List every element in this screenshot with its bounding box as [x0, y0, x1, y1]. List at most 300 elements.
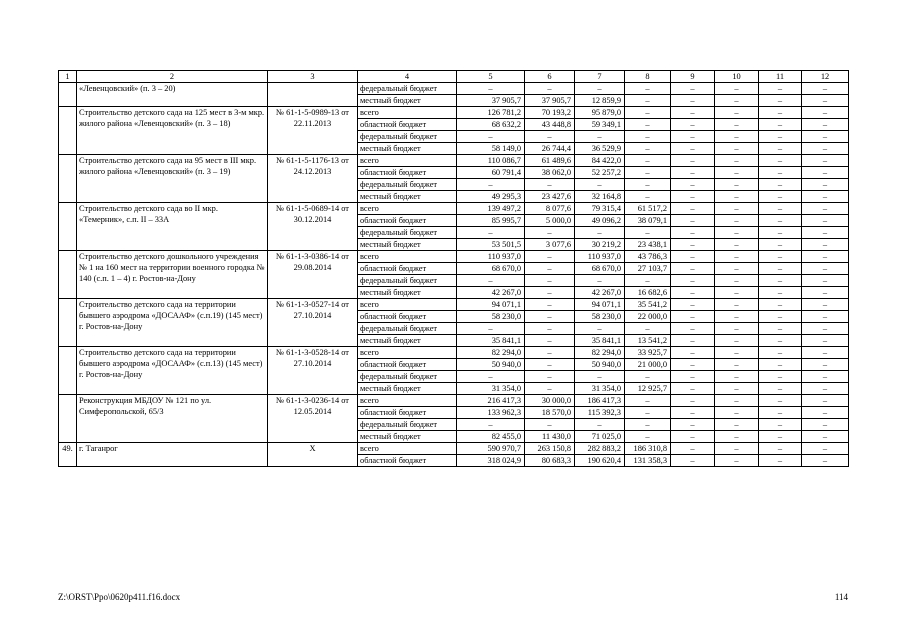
- funding-source: областной бюджет: [358, 455, 457, 467]
- amount-cell: –: [759, 359, 802, 371]
- amount-cell: –: [671, 311, 715, 323]
- amount-cell: –: [802, 395, 849, 407]
- amount-cell: –: [671, 431, 715, 443]
- amount-cell: 80 683,3: [525, 455, 575, 467]
- amount-cell: 43 786,3: [625, 251, 671, 263]
- row-number: [59, 83, 77, 107]
- amount-cell: –: [575, 83, 625, 95]
- amount-cell: –: [671, 119, 715, 131]
- amount-cell: –: [759, 383, 802, 395]
- amount-cell: 23 438,1: [625, 239, 671, 251]
- amount-cell: –: [802, 95, 849, 107]
- column-number: 5: [457, 71, 525, 83]
- amount-cell: 33 925,7: [625, 347, 671, 359]
- amount-cell: 22 000,0: [625, 311, 671, 323]
- object-name: «Левенцовский» (п. 3 – 20): [77, 83, 268, 107]
- amount-cell: –: [759, 275, 802, 287]
- amount-cell: 61 517,2: [625, 203, 671, 215]
- amount-cell: –: [715, 179, 759, 191]
- funding-source: областной бюджет: [358, 263, 457, 275]
- amount-cell: 186 310,8: [625, 443, 671, 455]
- amount-cell: –: [715, 143, 759, 155]
- amount-cell: –: [671, 179, 715, 191]
- amount-cell: –: [457, 323, 525, 335]
- amount-cell: 38 079,1: [625, 215, 671, 227]
- funding-source: местный бюджет: [358, 95, 457, 107]
- amount-cell: –: [525, 371, 575, 383]
- row-number: [59, 347, 77, 395]
- amount-cell: –: [625, 323, 671, 335]
- table-row: [59, 443, 849, 455]
- funding-source: всего: [358, 203, 457, 215]
- amount-cell: –: [759, 155, 802, 167]
- amount-cell: –: [802, 407, 849, 419]
- row-number: [59, 203, 77, 251]
- object-name: Строительство детского сада на 95 мест в III мкр. жилого района «Левенцовский» (п. 3 – 19): [77, 155, 268, 203]
- amount-cell: –: [525, 347, 575, 359]
- amount-cell: –: [802, 299, 849, 311]
- amount-cell: –: [625, 275, 671, 287]
- amount-cell: –: [802, 443, 849, 455]
- amount-cell: –: [759, 83, 802, 95]
- amount-cell: –: [671, 347, 715, 359]
- amount-cell: –: [671, 131, 715, 143]
- amount-cell: –: [802, 371, 849, 383]
- amount-cell: 59 349,1: [575, 119, 625, 131]
- funding-source: областной бюджет: [358, 215, 457, 227]
- table-row: [59, 203, 849, 215]
- region-name: г. Таганрог: [77, 443, 268, 467]
- amount-cell: –: [802, 227, 849, 239]
- document-number: Х: [268, 443, 358, 467]
- funding-source: областной бюджет: [358, 311, 457, 323]
- amount-cell: –: [759, 119, 802, 131]
- amount-cell: –: [759, 443, 802, 455]
- object-name: Строительство детского дошкольного учреждения № 1 на 160 мест на территории военного городка № 140 (с.п. 1 – 4) г. Ростов-на-Дону: [77, 251, 268, 299]
- amount-cell: –: [759, 95, 802, 107]
- amount-cell: –: [575, 227, 625, 239]
- column-number: 6: [525, 71, 575, 83]
- amount-cell: –: [671, 239, 715, 251]
- funding-source: федеральный бюджет: [358, 227, 457, 239]
- amount-cell: 35 841,1: [457, 335, 525, 347]
- amount-cell: –: [802, 191, 849, 203]
- amount-cell: –: [575, 371, 625, 383]
- amount-cell: 37 905,7: [525, 95, 575, 107]
- amount-cell: –: [525, 335, 575, 347]
- amount-cell: –: [802, 419, 849, 431]
- amount-cell: –: [671, 359, 715, 371]
- amount-cell: 94 071,1: [575, 299, 625, 311]
- document-number: [268, 83, 358, 107]
- amount-cell: –: [671, 407, 715, 419]
- amount-cell: –: [575, 131, 625, 143]
- column-number: 7: [575, 71, 625, 83]
- amount-cell: –: [715, 227, 759, 239]
- amount-cell: –: [759, 419, 802, 431]
- amount-cell: –: [625, 407, 671, 419]
- amount-cell: 133 962,3: [457, 407, 525, 419]
- funding-source: областной бюджет: [358, 167, 457, 179]
- funding-source: областной бюджет: [358, 119, 457, 131]
- amount-cell: –: [802, 311, 849, 323]
- amount-cell: –: [671, 383, 715, 395]
- amount-cell: –: [715, 83, 759, 95]
- funding-source: местный бюджет: [358, 335, 457, 347]
- amount-cell: 85 995,7: [457, 215, 525, 227]
- amount-cell: –: [671, 335, 715, 347]
- amount-cell: –: [759, 299, 802, 311]
- table-row: [59, 83, 849, 95]
- amount-cell: –: [715, 239, 759, 251]
- amount-cell: 84 422,0: [575, 155, 625, 167]
- amount-cell: 36 529,9: [575, 143, 625, 155]
- table-row: [59, 251, 849, 263]
- table-row: [59, 347, 849, 359]
- amount-cell: 68 632,2: [457, 119, 525, 131]
- amount-cell: –: [759, 179, 802, 191]
- funding-source: всего: [358, 155, 457, 167]
- amount-cell: –: [759, 239, 802, 251]
- amount-cell: –: [759, 191, 802, 203]
- object-name: Строительство детского сада на территории бывшего аэродрома «ДОСААФ» (с.п.19) (145 мест) г. Ростов-на-Дону: [77, 299, 268, 347]
- amount-cell: –: [525, 251, 575, 263]
- column-number: 11: [759, 71, 802, 83]
- amount-cell: 12 859,9: [575, 95, 625, 107]
- amount-cell: –: [671, 251, 715, 263]
- amount-cell: 58 230,0: [575, 311, 625, 323]
- amount-cell: –: [625, 107, 671, 119]
- amount-cell: –: [802, 347, 849, 359]
- row-number: 49.: [59, 443, 77, 467]
- amount-cell: –: [802, 287, 849, 299]
- amount-cell: 18 570,0: [525, 407, 575, 419]
- amount-cell: –: [802, 263, 849, 275]
- funding-source: федеральный бюджет: [358, 323, 457, 335]
- column-number: 3: [268, 71, 358, 83]
- column-number-row: [59, 71, 849, 83]
- funding-source: местный бюджет: [358, 143, 457, 155]
- amount-cell: 68 670,0: [575, 263, 625, 275]
- funding-source: областной бюджет: [358, 359, 457, 371]
- document-number: № 61-1-3-0236-14 от 12.05.2014: [268, 395, 358, 443]
- amount-cell: –: [671, 107, 715, 119]
- amount-cell: 30 000,0: [525, 395, 575, 407]
- amount-cell: –: [625, 119, 671, 131]
- amount-cell: –: [802, 215, 849, 227]
- amount-cell: –: [671, 155, 715, 167]
- budget-table: [58, 70, 849, 467]
- document-number: № 61-1-5-0989-13 от 22.11.2013: [268, 107, 358, 155]
- amount-cell: –: [671, 371, 715, 383]
- amount-cell: –: [802, 431, 849, 443]
- amount-cell: –: [625, 167, 671, 179]
- funding-source: всего: [358, 251, 457, 263]
- funding-source: всего: [358, 347, 457, 359]
- amount-cell: 110 086,7: [457, 155, 525, 167]
- funding-source: всего: [358, 107, 457, 119]
- document-number: № 61-1-5-0689-14 от 30.12.2014: [268, 203, 358, 251]
- amount-cell: 82 294,0: [575, 347, 625, 359]
- amount-cell: –: [759, 287, 802, 299]
- document-number: № 61-1-3-0527-14 от 27.10.2014: [268, 299, 358, 347]
- amount-cell: –: [715, 131, 759, 143]
- amount-cell: –: [525, 419, 575, 431]
- amount-cell: –: [759, 431, 802, 443]
- amount-cell: –: [671, 443, 715, 455]
- amount-cell: –: [715, 311, 759, 323]
- amount-cell: –: [802, 203, 849, 215]
- amount-cell: –: [759, 203, 802, 215]
- amount-cell: –: [802, 167, 849, 179]
- amount-cell: –: [715, 347, 759, 359]
- amount-cell: –: [525, 275, 575, 287]
- amount-cell: –: [802, 131, 849, 143]
- amount-cell: –: [802, 335, 849, 347]
- amount-cell: 31 354,0: [457, 383, 525, 395]
- row-number: [59, 251, 77, 299]
- amount-cell: –: [759, 263, 802, 275]
- amount-cell: –: [715, 263, 759, 275]
- column-number: 12: [802, 71, 849, 83]
- amount-cell: –: [525, 227, 575, 239]
- amount-cell: 8 077,6: [525, 203, 575, 215]
- amount-cell: –: [759, 347, 802, 359]
- amount-cell: 60 791,4: [457, 167, 525, 179]
- amount-cell: 35 541,2: [625, 299, 671, 311]
- amount-cell: –: [802, 143, 849, 155]
- amount-cell: –: [715, 155, 759, 167]
- amount-cell: –: [715, 95, 759, 107]
- amount-cell: 49 295,3: [457, 191, 525, 203]
- amount-cell: 53 501,5: [457, 239, 525, 251]
- amount-cell: –: [625, 155, 671, 167]
- amount-cell: 50 940,0: [457, 359, 525, 371]
- amount-cell: –: [802, 455, 849, 467]
- amount-cell: –: [671, 227, 715, 239]
- amount-cell: –: [525, 311, 575, 323]
- amount-cell: –: [671, 95, 715, 107]
- amount-cell: –: [715, 323, 759, 335]
- amount-cell: 31 354,0: [575, 383, 625, 395]
- amount-cell: –: [715, 443, 759, 455]
- amount-cell: 58 149,0: [457, 143, 525, 155]
- amount-cell: –: [759, 107, 802, 119]
- amount-cell: 32 164,8: [575, 191, 625, 203]
- amount-cell: –: [715, 167, 759, 179]
- amount-cell: –: [625, 179, 671, 191]
- amount-cell: –: [802, 155, 849, 167]
- amount-cell: 139 497,2: [457, 203, 525, 215]
- amount-cell: –: [715, 407, 759, 419]
- document-number: № 61-1-3-0386-14 от 29.08.2014: [268, 251, 358, 299]
- amount-cell: 94 071,1: [457, 299, 525, 311]
- amount-cell: 216 417,3: [457, 395, 525, 407]
- amount-cell: –: [759, 215, 802, 227]
- amount-cell: –: [759, 407, 802, 419]
- amount-cell: –: [525, 287, 575, 299]
- amount-cell: –: [802, 251, 849, 263]
- amount-cell: –: [802, 323, 849, 335]
- amount-cell: –: [625, 83, 671, 95]
- amount-cell: 42 267,0: [575, 287, 625, 299]
- amount-cell: 82 455,0: [457, 431, 525, 443]
- amount-cell: –: [625, 419, 671, 431]
- funding-source: местный бюджет: [358, 383, 457, 395]
- amount-cell: –: [525, 83, 575, 95]
- funding-source: всего: [358, 443, 457, 455]
- funding-source: федеральный бюджет: [358, 179, 457, 191]
- amount-cell: –: [671, 287, 715, 299]
- amount-cell: 37 905,7: [457, 95, 525, 107]
- amount-cell: –: [671, 167, 715, 179]
- object-name: Строительство детского сада на территории бывшего аэродрома «ДОСААФ» (с.п.13) (145 мест) г. Ростов-на-Дону: [77, 347, 268, 395]
- amount-cell: –: [671, 143, 715, 155]
- amount-cell: –: [715, 215, 759, 227]
- amount-cell: –: [525, 131, 575, 143]
- amount-cell: –: [715, 107, 759, 119]
- amount-cell: –: [671, 455, 715, 467]
- amount-cell: –: [625, 371, 671, 383]
- amount-cell: –: [759, 167, 802, 179]
- amount-cell: –: [525, 263, 575, 275]
- amount-cell: –: [671, 215, 715, 227]
- amount-cell: –: [671, 395, 715, 407]
- amount-cell: 110 937,0: [457, 251, 525, 263]
- amount-cell: –: [802, 383, 849, 395]
- object-name: Строительство детского сада во II мкр. «Темерник», с.п. II – 33А: [77, 203, 268, 251]
- amount-cell: 71 025,0: [575, 431, 625, 443]
- amount-cell: 263 150,8: [525, 443, 575, 455]
- amount-cell: –: [525, 299, 575, 311]
- amount-cell: –: [802, 119, 849, 131]
- amount-cell: –: [715, 299, 759, 311]
- document-number: № 61-1-3-0528-14 от 27.10.2014: [268, 347, 358, 395]
- table-row: [59, 299, 849, 311]
- amount-cell: –: [715, 395, 759, 407]
- amount-cell: –: [525, 179, 575, 191]
- funding-source: всего: [358, 299, 457, 311]
- table-row: [59, 395, 849, 407]
- amount-cell: 3 077,6: [525, 239, 575, 251]
- amount-cell: –: [575, 323, 625, 335]
- amount-cell: –: [625, 131, 671, 143]
- amount-cell: 95 879,0: [575, 107, 625, 119]
- amount-cell: –: [625, 191, 671, 203]
- amount-cell: –: [715, 383, 759, 395]
- funding-source: местный бюджет: [358, 239, 457, 251]
- amount-cell: 42 267,0: [457, 287, 525, 299]
- amount-cell: 30 219,2: [575, 239, 625, 251]
- amount-cell: –: [759, 371, 802, 383]
- amount-cell: –: [457, 227, 525, 239]
- row-number: [59, 395, 77, 443]
- amount-cell: –: [671, 191, 715, 203]
- amount-cell: 52 257,2: [575, 167, 625, 179]
- amount-cell: –: [759, 131, 802, 143]
- amount-cell: –: [575, 179, 625, 191]
- amount-cell: –: [715, 455, 759, 467]
- amount-cell: –: [671, 299, 715, 311]
- amount-cell: –: [525, 359, 575, 371]
- amount-cell: 11 430,0: [525, 431, 575, 443]
- amount-cell: –: [525, 323, 575, 335]
- amount-cell: 16 682,6: [625, 287, 671, 299]
- amount-cell: –: [759, 455, 802, 467]
- amount-cell: 318 024,9: [457, 455, 525, 467]
- amount-cell: –: [671, 275, 715, 287]
- footer-file-path: Z:\ORST\Ppo\0620p411.f16.docx: [58, 592, 181, 602]
- amount-cell: 70 193,2: [525, 107, 575, 119]
- amount-cell: –: [457, 419, 525, 431]
- amount-cell: –: [625, 227, 671, 239]
- amount-cell: –: [575, 419, 625, 431]
- amount-cell: –: [671, 419, 715, 431]
- amount-cell: –: [715, 359, 759, 371]
- funding-source: федеральный бюджет: [358, 419, 457, 431]
- amount-cell: 126 781,2: [457, 107, 525, 119]
- amount-cell: –: [759, 251, 802, 263]
- amount-cell: 49 096,2: [575, 215, 625, 227]
- amount-cell: –: [525, 383, 575, 395]
- object-name: Реконструкция МБДОУ № 121 по ул. Симферопольской, 65/3: [77, 395, 268, 443]
- amount-cell: –: [625, 95, 671, 107]
- amount-cell: –: [802, 359, 849, 371]
- amount-cell: –: [802, 83, 849, 95]
- column-number: 1: [59, 71, 77, 83]
- funding-source: местный бюджет: [358, 287, 457, 299]
- funding-source: местный бюджет: [358, 431, 457, 443]
- amount-cell: 5 000,0: [525, 215, 575, 227]
- amount-cell: 82 294,0: [457, 347, 525, 359]
- row-number: [59, 299, 77, 347]
- amount-cell: –: [802, 275, 849, 287]
- column-number: 2: [77, 71, 268, 83]
- amount-cell: 282 883,2: [575, 443, 625, 455]
- amount-cell: 68 670,0: [457, 263, 525, 275]
- amount-cell: 12 925,7: [625, 383, 671, 395]
- amount-cell: –: [759, 335, 802, 347]
- amount-cell: 26 744,4: [525, 143, 575, 155]
- funding-source: областной бюджет: [358, 407, 457, 419]
- amount-cell: 190 620,4: [575, 455, 625, 467]
- amount-cell: –: [671, 203, 715, 215]
- amount-cell: –: [802, 107, 849, 119]
- amount-cell: 590 970,7: [457, 443, 525, 455]
- amount-cell: –: [759, 143, 802, 155]
- amount-cell: –: [715, 251, 759, 263]
- amount-cell: –: [457, 83, 525, 95]
- amount-cell: –: [802, 179, 849, 191]
- amount-cell: –: [715, 287, 759, 299]
- amount-cell: –: [457, 131, 525, 143]
- amount-cell: –: [457, 179, 525, 191]
- column-number: 4: [358, 71, 457, 83]
- row-number: [59, 155, 77, 203]
- amount-cell: –: [715, 119, 759, 131]
- amount-cell: 35 841,1: [575, 335, 625, 347]
- amount-cell: –: [715, 203, 759, 215]
- object-name: Строительство детского сада на 125 мест в 3-м мкр. жилого района «Левенцовский» (п. 3 – 18): [77, 107, 268, 155]
- amount-cell: –: [759, 323, 802, 335]
- budget-table-page: [58, 70, 848, 467]
- funding-source: федеральный бюджет: [358, 371, 457, 383]
- document-number: № 61-1-5-1176-13 от 24.12.2013: [268, 155, 358, 203]
- amount-cell: 115 392,3: [575, 407, 625, 419]
- amount-cell: 43 448,8: [525, 119, 575, 131]
- footer-page-number: 114: [834, 592, 848, 602]
- column-number: 9: [671, 71, 715, 83]
